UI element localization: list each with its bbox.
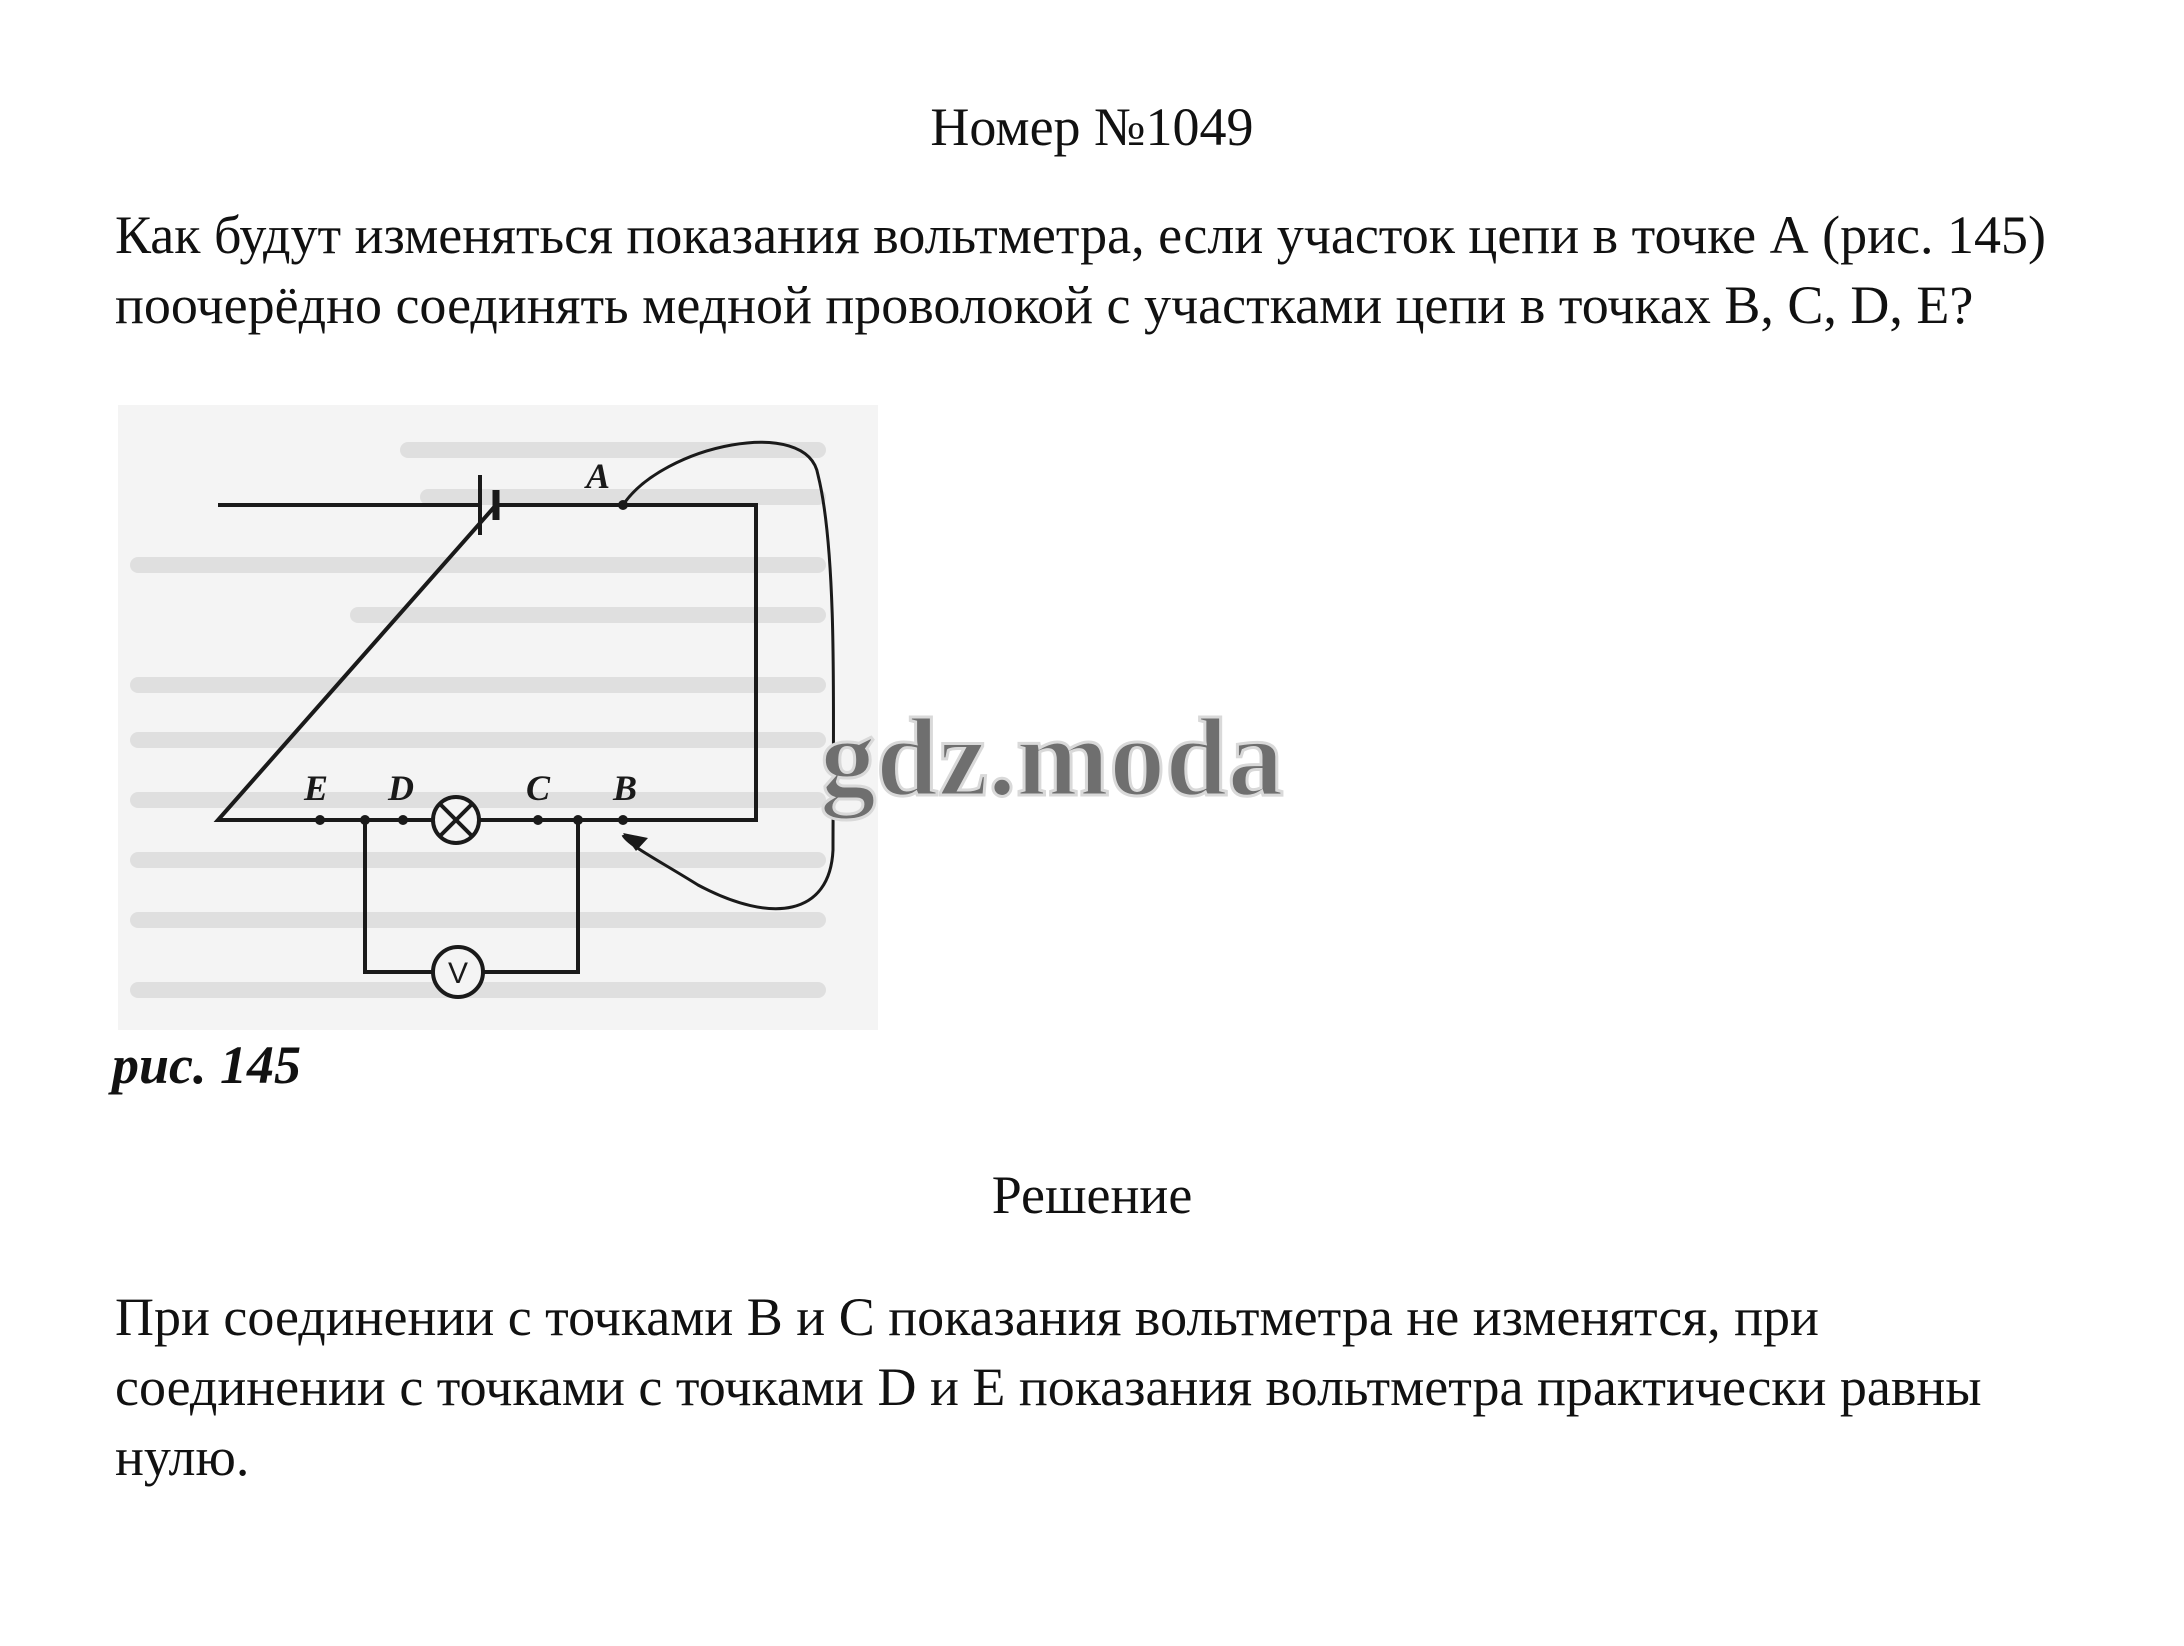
label-e: E — [304, 768, 329, 808]
solution-heading: Решение — [991, 1165, 1193, 1225]
node-a — [618, 500, 628, 510]
node-d — [398, 815, 408, 825]
node-c — [533, 815, 543, 825]
junction-right — [573, 815, 583, 825]
label-d: D — [388, 768, 414, 808]
circuit-diagram — [118, 405, 878, 1030]
label-a: A — [586, 456, 611, 496]
node-b — [618, 815, 628, 825]
solution-text: При соединении с точками В и С показания вольтметра не изменятся, при соединении с точками с точками D и Е показания вольтметра практически равны нулю. — [115, 1287, 1982, 1487]
node-e — [315, 815, 325, 825]
label-c: C — [526, 768, 551, 808]
watermark-text: gdz.moda — [820, 696, 1284, 820]
lamp-symbol — [433, 797, 479, 843]
question-text: Как будут изменяться показания вольтметра, если участок цепи в точке А (рис. 145) поочерёдно соединять медной проволокой с участками цепи в точках В, С, D, Е? — [115, 205, 2046, 335]
watermark-logo — [815, 680, 1445, 850]
junction-left — [360, 815, 370, 825]
circuit-figure — [118, 405, 878, 1030]
voltmeter-label: V — [447, 957, 469, 990]
label-b: B — [613, 768, 638, 808]
page-title: Номер №1049 — [930, 97, 1254, 157]
figure-caption: рис. 145 — [112, 1035, 301, 1095]
